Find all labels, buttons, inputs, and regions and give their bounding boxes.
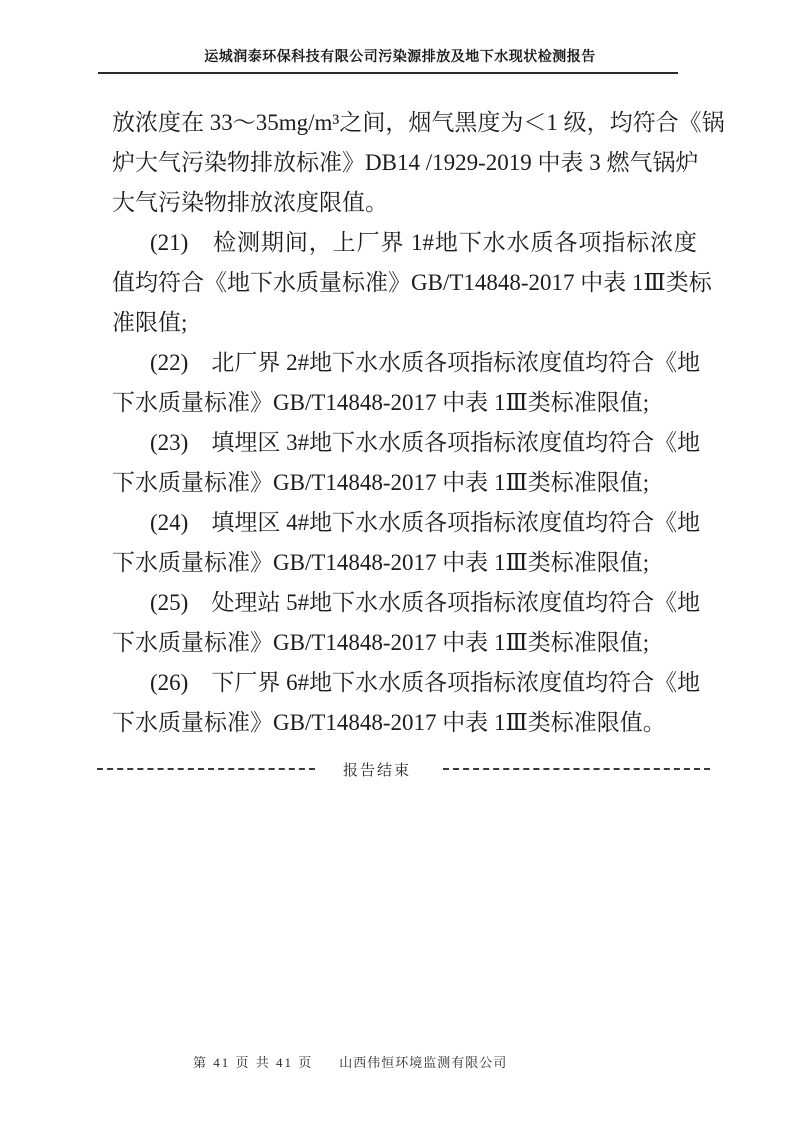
text-line: 下水质量标准》GB/T14848-2017 中表 1Ⅲ类标准限值; [112, 470, 650, 495]
paragraph-item-25 [112, 583, 701, 663]
header-rule [98, 72, 678, 74]
text-line: 下水质量标准》GB/T14848-2017 中表 1Ⅲ类标准限值; [112, 550, 650, 575]
text-line: 值均符合《地下水质量标准》GB/T14848-2017 中表 1Ⅲ类标 [112, 270, 712, 295]
paragraph-item-26 [112, 663, 701, 743]
paragraph-item-24 [112, 503, 701, 583]
text-line: 准限值; [112, 310, 188, 335]
text-line: (26) 下厂界 6#地下水水质各项指标浓度值均符合《地 [150, 670, 701, 695]
paragraph-item-21 [112, 223, 712, 343]
text-line: 下水质量标准》GB/T14848-2017 中表 1Ⅲ类标准限值; [112, 390, 650, 415]
footer-company-name: 山西伟恒环境监测有限公司 [339, 1055, 508, 1070]
text-line: 炉大气污染物排放标准》DB14 /1929-2019 中表 3 燃气锅炉 [112, 150, 699, 175]
dashed-rule-right [443, 768, 710, 770]
header-title: 运城润泰环保科技有限公司污染源排放及地下水现状检测报告 [204, 50, 596, 65]
report-end-label: 报告结束 [343, 762, 412, 779]
text-line: 下水质量标准》GB/T14848-2017 中表 1Ⅲ类标准限值。 [112, 710, 666, 735]
paragraph-item-23 [112, 423, 701, 503]
page-number: 第 41 页 共 41 页 [193, 1055, 314, 1070]
text-line: 下水质量标准》GB/T14848-2017 中表 1Ⅲ类标准限值; [112, 630, 650, 655]
paragraph-boiler-emissions [112, 103, 725, 223]
paragraph-item-22 [112, 343, 701, 423]
dashed-rule-left [97, 768, 315, 770]
text-line: (21) 检测期间，上厂界 1#地下水水质各项指标浓度 [150, 230, 697, 255]
text-line: (23) 填埋区 3#地下水水质各项指标浓度值均符合《地 [150, 430, 701, 455]
text-line: (24) 填埋区 4#地下水水质各项指标浓度值均符合《地 [150, 510, 701, 535]
text-line: 大气污染物排放浓度限值。 [112, 190, 388, 215]
text-line: (25) 处理站 5#地下水水质各项指标浓度值均符合《地 [150, 590, 701, 615]
report-end-divider [97, 756, 710, 782]
text-line: 放浓度在 33～35mg/m³之间，烟气黑度为＜1 级，均符合《锅 [112, 110, 725, 135]
report-body [112, 103, 725, 743]
page-footer [193, 1052, 507, 1071]
text-line: (22) 北厂界 2#地下水水质各项指标浓度值均符合《地 [150, 350, 701, 375]
